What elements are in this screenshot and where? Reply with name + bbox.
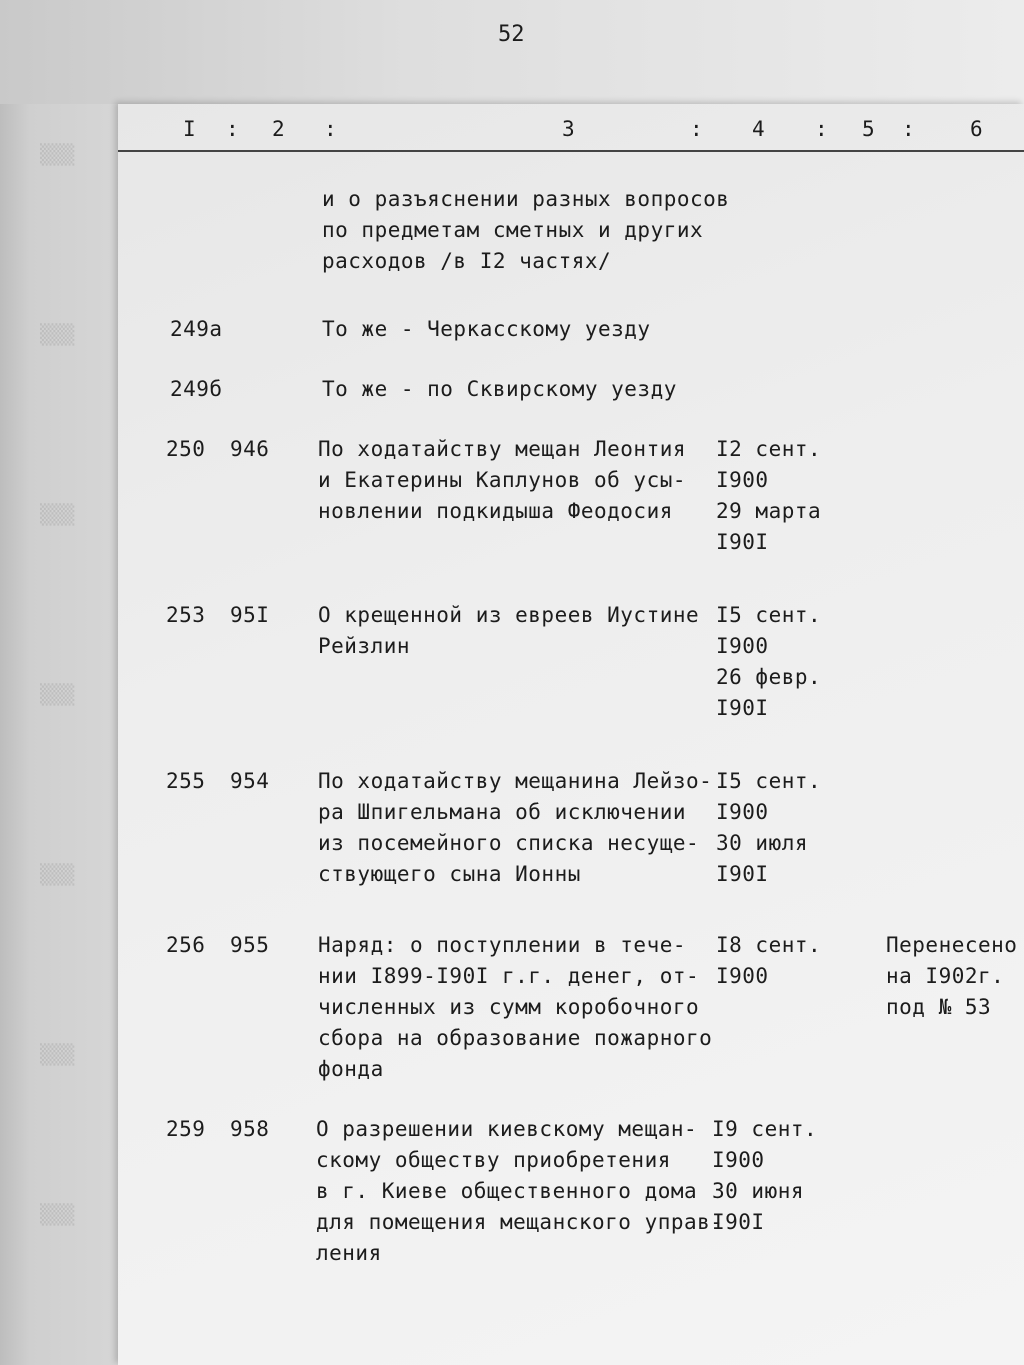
- row-title-line: Рейзлин: [318, 634, 411, 658]
- column-separator: :: [226, 117, 240, 141]
- row-inventory: 955: [230, 933, 270, 957]
- row-title-line: численных из сумм коробочного: [318, 995, 700, 1019]
- row-date-line: I90I: [716, 530, 769, 554]
- row-date-line: I90I: [716, 862, 769, 886]
- column-header-1: I: [183, 117, 197, 141]
- top-margin: [0, 0, 1024, 104]
- row-title-line: скому обществу приобретения: [316, 1148, 671, 1172]
- header-rule: [118, 150, 1024, 152]
- bleed-through: ▒▒▒: [40, 504, 75, 526]
- column-header-5: 5: [862, 117, 876, 141]
- row-title-line: из посемейного списка несуще-: [318, 831, 700, 855]
- row-title-line: О крещенной из евреев Иустине: [318, 603, 700, 627]
- row-title-line: нии I899-I90I г.г. денег, от-: [318, 964, 700, 988]
- column-separator: :: [690, 117, 704, 141]
- row-date-line: I900: [716, 800, 769, 824]
- row-title-line: и о разъяснении разных вопросов: [322, 187, 730, 211]
- row-inventory: 954: [230, 769, 270, 793]
- row-note-line: под № 53: [886, 995, 992, 1019]
- row-date-line: 30 июня: [712, 1179, 805, 1203]
- bleed-through: ▒▒▒: [40, 144, 75, 166]
- column-header-6: 6: [970, 117, 984, 141]
- row-number: 249а: [170, 317, 223, 341]
- row-date-line: I900: [716, 468, 769, 492]
- row-title-line: расходов /в I2 частях/: [322, 249, 612, 273]
- row-date-line: I900: [716, 964, 769, 988]
- row-number: 250: [166, 437, 206, 461]
- row-title-line: фонда: [318, 1057, 384, 1081]
- column-header-2: 2: [272, 117, 286, 141]
- row-inventory: 95I: [230, 603, 270, 627]
- row-date-line: I2 сент.: [716, 437, 822, 461]
- bleed-through: ▒▒▒: [40, 864, 75, 886]
- row-note-line: Перенесено: [886, 933, 1018, 957]
- bleed-through: ▒▒▒: [40, 1044, 75, 1066]
- row-title-line: новлении подкидыша Феодосия: [318, 499, 673, 523]
- row-title-line: сбора на образование пожарного: [318, 1026, 713, 1050]
- row-date-line: I9 сент.: [712, 1117, 818, 1141]
- row-number: 255: [166, 769, 206, 793]
- row-title-line: О разрешении киевскому мещан-: [316, 1117, 698, 1141]
- row-date-line: 29 марта: [716, 499, 822, 523]
- bleed-through: ▒▒▒: [40, 684, 75, 706]
- column-header-4: 4: [752, 117, 766, 141]
- column-separator: :: [324, 117, 338, 141]
- row-title-line: То же - по Сквирскому уезду: [322, 377, 677, 401]
- row-date-line: I90I: [716, 696, 769, 720]
- row-date-line: I8 сент.: [716, 933, 822, 957]
- row-title-line: ления: [316, 1241, 382, 1265]
- row-date-line: I900: [712, 1148, 765, 1172]
- row-date-line: I5 сент.: [716, 769, 822, 793]
- row-title-line: Наряд: о поступлении в тече-: [318, 933, 687, 957]
- row-date-line: I5 сент.: [716, 603, 822, 627]
- row-title-line: для помещения мещанского управ-: [316, 1210, 724, 1234]
- bleed-through: ▒▒▒: [40, 1204, 75, 1226]
- page-number: 52: [498, 22, 525, 47]
- row-title-line: По ходатайству мещан Леонтия: [318, 437, 687, 461]
- row-title-line: ра Шпигельмана об исключении: [318, 800, 687, 824]
- row-number: 259: [166, 1117, 206, 1141]
- row-title-line: То же - Черкасскому уезду: [322, 317, 651, 341]
- column-separator: :: [815, 117, 829, 141]
- row-title-line: по предметам сметных и других: [322, 218, 704, 242]
- row-title-line: ствующего сына Ионны: [318, 862, 581, 886]
- row-date-line: I900: [716, 634, 769, 658]
- row-title-line: и Екатерины Каплунов об усы-: [318, 468, 687, 492]
- row-title-line: в г. Киеве общественного дома: [316, 1179, 698, 1203]
- row-number: 249б: [170, 377, 223, 401]
- row-date-line: I90I: [712, 1210, 765, 1234]
- row-inventory: 958: [230, 1117, 270, 1141]
- row-number: 256: [166, 933, 206, 957]
- row-date-line: 30 июля: [716, 831, 809, 855]
- column-header-3: 3: [562, 117, 576, 141]
- bleed-through: ▒▒▒: [40, 324, 75, 346]
- row-inventory: 946: [230, 437, 270, 461]
- row-note-line: на I902г.: [886, 964, 1005, 988]
- row-date-line: 26 февр.: [716, 665, 822, 689]
- row-title-line: По ходатайству мещанина Лейзо-: [318, 769, 713, 793]
- column-separator: :: [902, 117, 916, 141]
- row-number: 253: [166, 603, 206, 627]
